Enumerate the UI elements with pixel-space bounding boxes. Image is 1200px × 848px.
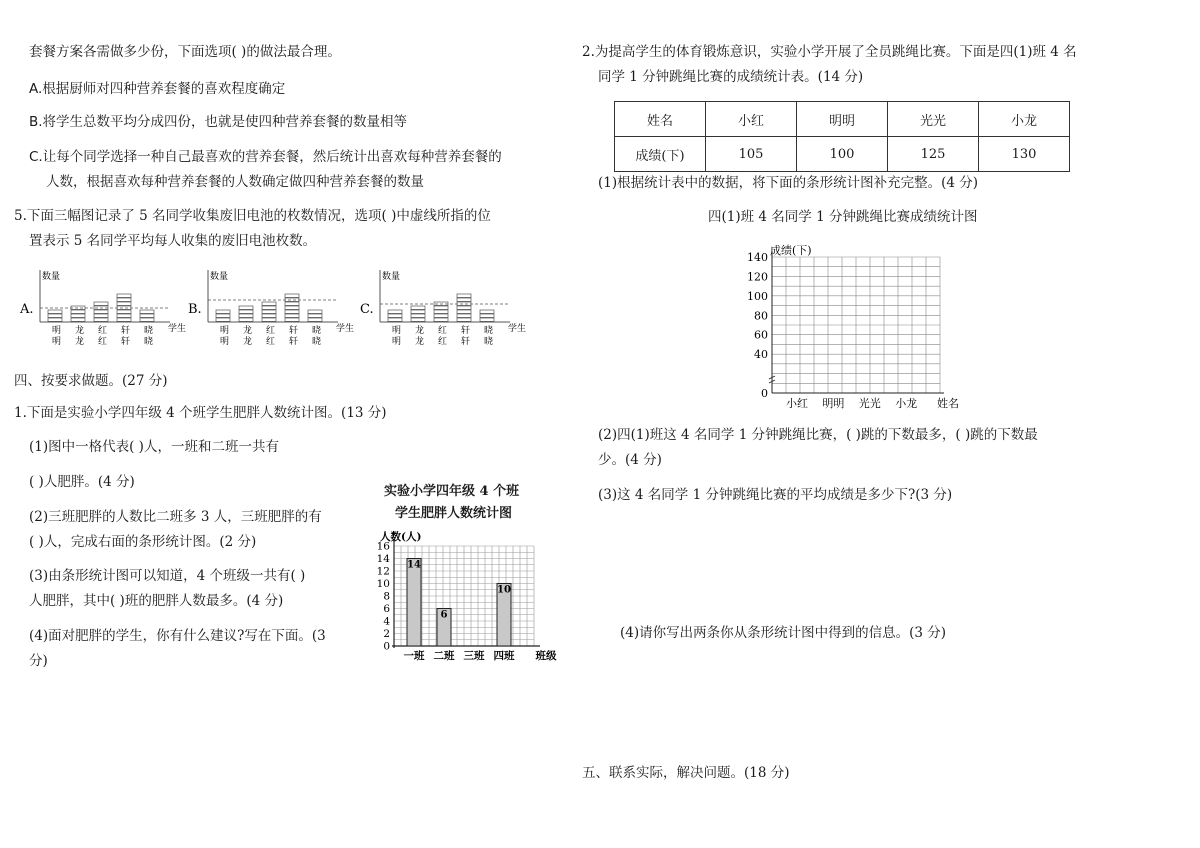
section-5-heading: 五、联系实际，解决问题。(18 分) bbox=[582, 765, 790, 781]
mini-block bbox=[411, 306, 425, 309]
mini-block bbox=[457, 318, 471, 321]
q4-option-c-cont: 人数，根据喜欢每种营养套餐的人数确定做四种营养套餐的数量 bbox=[46, 174, 424, 190]
mini-block bbox=[216, 318, 230, 321]
mini-block bbox=[411, 314, 425, 317]
mini-block bbox=[117, 294, 131, 297]
mini-option-label: C. bbox=[360, 302, 374, 317]
mini-block bbox=[48, 310, 62, 313]
mini-block bbox=[48, 314, 62, 317]
mini-block bbox=[140, 314, 154, 317]
mini-block bbox=[140, 310, 154, 313]
q2-part2: (2)四(1)班这 4 名同学 1 分钟跳绳比赛，( )跳的下数最多，( )跳的下数最 bbox=[598, 427, 1038, 443]
y-tick-label: 80 bbox=[754, 309, 768, 323]
mini-block bbox=[216, 310, 230, 313]
q1-part2-cont: ( )人，完成右面的条形统计图。(2 分) bbox=[29, 534, 257, 550]
mini-student-label: 龙 bbox=[415, 337, 425, 347]
mini-block bbox=[411, 318, 425, 321]
mini-student-label: 轩 bbox=[289, 326, 299, 336]
mini-block bbox=[434, 310, 448, 313]
q2-part3: (3)这 4 名同学 1 分钟跳绳比赛的平均成绩是多少下?(3 分) bbox=[598, 487, 953, 503]
mini-student-label: 红 bbox=[98, 337, 108, 347]
table-cell: 125 bbox=[888, 137, 979, 172]
mini-block bbox=[434, 314, 448, 317]
bar-value-label: 6 bbox=[440, 609, 448, 621]
table-header-cell: 姓名 bbox=[615, 102, 706, 137]
q5-line2: 置表示 5 名同学平均每人收集的废旧电池枚数。 bbox=[29, 233, 317, 249]
mini-block bbox=[457, 314, 471, 317]
mini-x-label: 学生 bbox=[168, 324, 187, 334]
q1-part3-cont: 人肥胖，其中( )班的肥胖人数最多。(4 分) bbox=[29, 593, 284, 609]
q5-line1: 5.下面三幅图记录了 5 名同学收集废旧电池的枚数情况，选项( )中虚线所指的位 bbox=[14, 208, 491, 224]
mini-chart-b bbox=[188, 270, 354, 347]
score-table bbox=[614, 101, 1070, 172]
mini-block bbox=[262, 302, 276, 305]
q1-part4: (4)面对肥胖的学生，你有什么建议?写在下面。(3 bbox=[29, 628, 326, 644]
y-tick-label: 100 bbox=[747, 289, 768, 303]
table-cell: 105 bbox=[706, 137, 797, 172]
mini-x-label: 学生 bbox=[336, 324, 355, 334]
y-tick-label: 140 bbox=[747, 251, 768, 264]
x-tick-label: 四班 bbox=[493, 650, 515, 662]
mini-student-label: 轩 bbox=[121, 337, 131, 347]
q1-part2: (2)三班肥胖的人数比二班多 3 人，三班肥胖的有 bbox=[29, 509, 322, 525]
mini-block bbox=[216, 314, 230, 317]
mini-block bbox=[239, 310, 253, 313]
mini-block bbox=[285, 306, 299, 309]
table-header-cell: 明明 bbox=[797, 102, 888, 137]
mini-chart-a bbox=[20, 270, 186, 347]
mini-block bbox=[239, 318, 253, 321]
mini-block bbox=[71, 314, 85, 317]
mini-student-label: 明 bbox=[392, 337, 402, 347]
mini-student-label: 红 bbox=[266, 326, 276, 336]
mini-block bbox=[434, 306, 448, 309]
mini-block bbox=[308, 314, 322, 317]
y-tick-label: 2 bbox=[383, 628, 390, 640]
mini-student-label: 晓 bbox=[484, 337, 494, 347]
mini-student-label: 明 bbox=[52, 326, 62, 336]
mini-student-label: 红 bbox=[266, 337, 276, 347]
q1-part1-cont: ( )人肥胖。(4 分) bbox=[29, 474, 135, 490]
mini-block bbox=[457, 294, 471, 297]
y-tick-label: 10 bbox=[376, 578, 390, 590]
q2-part4: (4)请你写出两条你从条形统计图中得到的信息。(3 分) bbox=[620, 625, 947, 641]
mini-student-label: 晓 bbox=[484, 326, 494, 336]
table-header-cell: 小红 bbox=[706, 102, 797, 137]
obesity-chart-title-1: 实验小学四年级 4 个班 bbox=[384, 484, 520, 499]
mini-block bbox=[71, 318, 85, 321]
mini-x-label: 学生 bbox=[508, 324, 527, 334]
mini-block bbox=[457, 298, 471, 301]
mini-block bbox=[457, 306, 471, 309]
x-tick-label: 光光 bbox=[858, 397, 881, 410]
mini-student-label: 轩 bbox=[461, 337, 471, 347]
y-axis-label: 人数(人) bbox=[380, 531, 422, 543]
q1-part3: (3)由条形统计图可以知道，4 个班级一共有( ) bbox=[29, 568, 306, 584]
y-tick-label: 60 bbox=[754, 328, 768, 342]
y-tick-label: 16 bbox=[376, 540, 390, 553]
mini-block bbox=[285, 302, 299, 305]
y-tick-label: 120 bbox=[747, 270, 768, 284]
y-tick-label: 8 bbox=[383, 590, 390, 603]
q2-part1: (1)根据统计表中的数据，将下面的条形统计图补充完整。(4 分) bbox=[598, 175, 979, 191]
q2-part2-cont: 少。(4 分) bbox=[598, 452, 662, 468]
mini-block bbox=[480, 318, 494, 321]
x-tick-label: 一班 bbox=[403, 650, 425, 662]
mini-block bbox=[285, 310, 299, 313]
bar-value-label: 10 bbox=[497, 584, 511, 596]
x-tick-label: 小红 bbox=[786, 397, 808, 410]
mini-block bbox=[117, 306, 131, 309]
mini-student-label: 晓 bbox=[312, 326, 322, 336]
mini-block bbox=[117, 298, 131, 301]
mini-block bbox=[308, 310, 322, 313]
mini-block bbox=[388, 314, 402, 317]
table-cell: 成绩(下) bbox=[615, 137, 706, 172]
mini-student-label: 晓 bbox=[312, 337, 322, 347]
mini-block bbox=[94, 302, 108, 305]
mini-student-label: 龙 bbox=[415, 326, 425, 336]
mini-block bbox=[48, 318, 62, 321]
y-axis-label: 成绩(下) bbox=[770, 244, 812, 257]
mini-block bbox=[117, 302, 131, 305]
q2-line2: 同学 1 分钟跳绳比赛的成绩统计表。(14 分) bbox=[598, 69, 864, 85]
bar bbox=[407, 559, 421, 647]
mini-block bbox=[94, 314, 108, 317]
mini-block bbox=[262, 314, 276, 317]
q1-title: 1.下面是实验小学四年级 4 个班学生肥胖人数统计图。(13 分) bbox=[14, 405, 387, 421]
x-axis-label: 班级 bbox=[535, 650, 557, 662]
mini-block bbox=[285, 314, 299, 317]
mini-option-label: A. bbox=[20, 302, 34, 317]
mini-block bbox=[94, 310, 108, 313]
mini-student-label: 晓 bbox=[144, 337, 154, 347]
mini-student-label: 龙 bbox=[243, 337, 253, 347]
y-tick-label: 12 bbox=[376, 565, 390, 578]
q1-part4-cont: 分) bbox=[29, 653, 48, 669]
x-tick-label: 明明 bbox=[822, 397, 845, 410]
mini-block bbox=[480, 310, 494, 313]
mini-block bbox=[239, 314, 253, 317]
x-tick-label: 二班 bbox=[433, 650, 455, 662]
q4-option-b: B.将学生总数平均分成四份，也就是使四种营养套餐的数量相等 bbox=[29, 114, 408, 130]
mini-student-label: 轩 bbox=[289, 337, 299, 347]
mini-block bbox=[285, 318, 299, 321]
jump-chart-title: 四(1)班 4 名同学 1 分钟跳绳比赛成绩统计图 bbox=[708, 209, 978, 225]
table-cell: 130 bbox=[979, 137, 1070, 172]
mini-student-label: 明 bbox=[52, 337, 62, 347]
mini-block bbox=[388, 318, 402, 321]
mini-student-label: 晓 bbox=[144, 326, 154, 336]
mini-y-label: 数量 bbox=[42, 272, 61, 282]
mini-student-label: 龙 bbox=[75, 337, 85, 347]
mini-student-label: 红 bbox=[438, 337, 448, 347]
x-tick-label: 小龙 bbox=[895, 397, 918, 410]
y-tick-label: 40 bbox=[754, 348, 768, 362]
mini-block bbox=[117, 318, 131, 321]
x-tick-label: 三班 bbox=[463, 650, 485, 662]
mini-block bbox=[94, 318, 108, 321]
mini-block bbox=[239, 306, 253, 309]
mini-student-label: 红 bbox=[438, 326, 448, 336]
mini-block bbox=[285, 294, 299, 297]
y-tick-label: 4 bbox=[383, 615, 390, 628]
obesity-bar-chart bbox=[370, 528, 570, 668]
mini-block bbox=[308, 318, 322, 321]
mini-option-label: B. bbox=[188, 302, 202, 317]
mini-block bbox=[140, 318, 154, 321]
q2-line1: 2.为提高学生的体育锻炼意识，实验小学开展了全员跳绳比赛。下面是四(1)班 4 名 bbox=[582, 44, 1077, 60]
mini-y-label: 数量 bbox=[210, 272, 229, 282]
jump-rope-bar-chart bbox=[740, 238, 980, 413]
table-header-cell: 小龙 bbox=[979, 102, 1070, 137]
mini-block bbox=[411, 310, 425, 313]
q4-option-c: C.让每个同学选择一种自己最喜欢的营养套餐，然后统计出喜欢每种营养套餐的 bbox=[29, 149, 502, 165]
table-header-row bbox=[615, 102, 1070, 137]
q1-part1: (1)图中一格代表( )人，一班和二班一共有 bbox=[29, 439, 279, 455]
mini-y-label: 数量 bbox=[382, 272, 401, 282]
y-tick-label: 0 bbox=[383, 640, 390, 653]
y-tick-label: 6 bbox=[383, 603, 390, 615]
mini-student-label: 轩 bbox=[121, 326, 131, 336]
mini-block bbox=[262, 306, 276, 309]
mini-student-label: 龙 bbox=[75, 326, 85, 336]
mini-block bbox=[117, 310, 131, 313]
section-4-heading: 四、按要求做题。(27 分) bbox=[14, 373, 168, 389]
mini-student-label: 红 bbox=[98, 326, 108, 336]
table-header-cell: 光光 bbox=[888, 102, 979, 137]
mini-block bbox=[434, 318, 448, 321]
mini-block bbox=[71, 310, 85, 313]
mini-student-label: 明 bbox=[220, 337, 230, 347]
mini-block bbox=[285, 298, 299, 301]
mini-block bbox=[117, 314, 131, 317]
mini-block bbox=[388, 310, 402, 313]
x-axis-label: 姓名 bbox=[937, 397, 959, 410]
mini-charts bbox=[20, 265, 540, 350]
mini-block bbox=[262, 318, 276, 321]
y-tick-label: 0 bbox=[761, 387, 768, 400]
mini-chart-c bbox=[360, 270, 526, 347]
bar-value-label: 14 bbox=[407, 559, 421, 571]
mini-block bbox=[262, 310, 276, 313]
y-tick-label: 14 bbox=[376, 553, 390, 565]
mini-student-label: 明 bbox=[392, 326, 402, 336]
table-cell: 100 bbox=[797, 137, 888, 172]
mini-student-label: 轩 bbox=[461, 326, 471, 336]
q4-option-a: A.根据厨师对四种营养套餐的喜欢程度确定 bbox=[29, 81, 286, 97]
mini-block bbox=[457, 302, 471, 305]
obesity-chart-title-2: 学生肥胖人数统计图 bbox=[395, 506, 513, 521]
mini-block bbox=[457, 310, 471, 313]
table-row bbox=[615, 137, 1070, 172]
mini-block bbox=[480, 314, 494, 317]
q4-tail: 套餐方案各需做多少份，下面选项( )的做法最合理。 bbox=[29, 44, 341, 60]
mini-student-label: 龙 bbox=[243, 326, 253, 336]
mini-student-label: 明 bbox=[220, 326, 230, 336]
